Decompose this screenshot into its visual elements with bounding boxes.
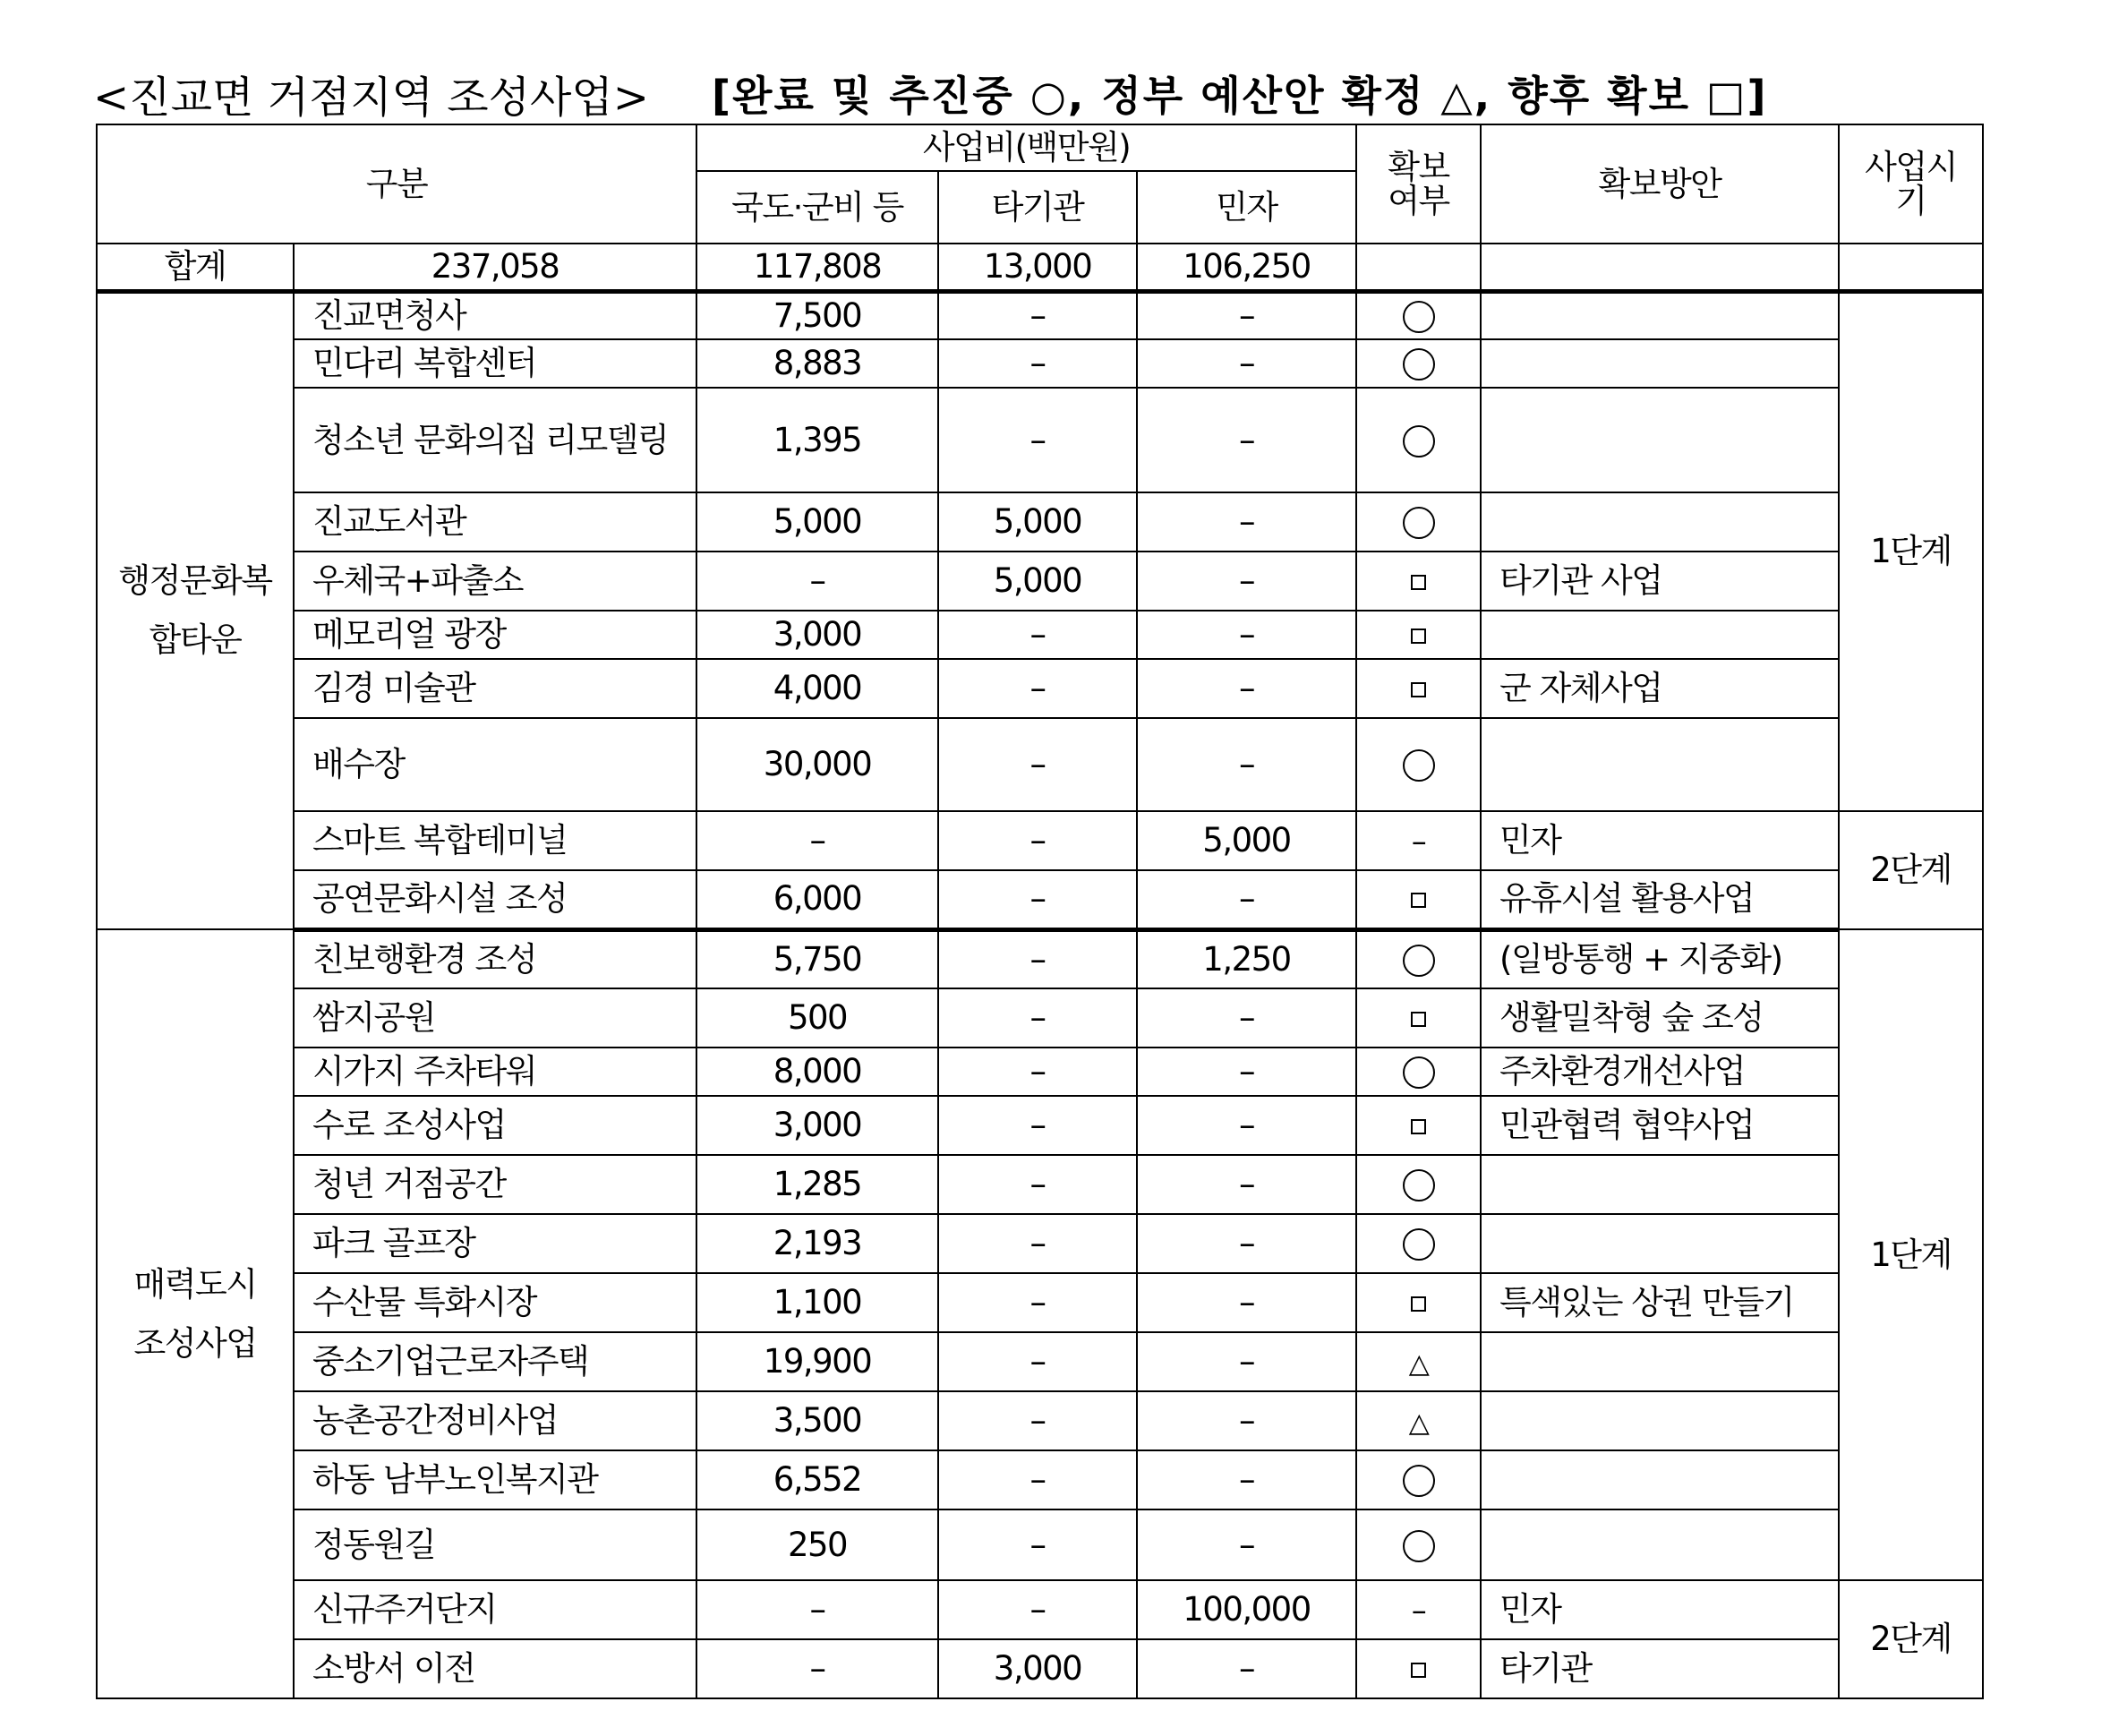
project-name: 하동 남부노인복지관 [294,1450,696,1509]
phase-label: 1단계 [1839,929,1983,1580]
circle-icon [1403,1530,1435,1562]
funding-method: 군 자체사업 [1481,659,1839,718]
other-agency-amount: – [938,1096,1137,1155]
project-name: 소방서 이전 [294,1639,696,1698]
other-agency-amount: – [938,388,1137,492]
funding-method [1481,1332,1839,1391]
private-amount: – [1137,1639,1356,1698]
project-name: 신규주거단지 [294,1580,696,1639]
other-agency-amount: 5,000 [938,492,1137,552]
table-row [97,1214,1983,1273]
other-agency-amount: – [938,1048,1137,1096]
national-amount: – [696,552,938,611]
secured-status [1356,870,1481,929]
private-amount: – [1137,1391,1356,1450]
other-agency-amount: – [938,659,1137,718]
funding-method [1481,1155,1839,1214]
total-other-agency: 13,000 [938,244,1137,291]
status-legend: [완료 및 추진중 ○, 정부 예산안 확정 △, 향후 확보 □] [712,72,1768,120]
total-method [1481,244,1839,291]
private-amount: – [1137,1096,1356,1155]
phase-label: 1단계 [1839,291,1983,811]
other-agency-amount: – [938,1273,1137,1332]
national-amount: 8,883 [696,339,938,388]
other-agency-amount: – [938,811,1137,870]
header-other-agency: 타기관 [938,171,1137,244]
header-national: 국도·군비 등 [696,171,938,244]
circle-icon [1403,348,1435,381]
circle-icon [1403,749,1435,782]
secured-status [1356,1332,1481,1391]
project-name: 수로 조성사업 [294,1096,696,1155]
project-name: 메모리얼 광장 [294,611,696,659]
table-row [97,1155,1983,1214]
project-name: 배수장 [294,718,696,811]
project-name: 중소기업근로자주택 [294,1332,696,1391]
funding-method [1481,718,1839,811]
project-name: 파크 골프장 [294,1214,696,1273]
national-amount: 8,000 [696,1048,938,1096]
circle-icon [1403,507,1435,539]
page-title: <진교면 거점지역 조성사업> [93,72,650,123]
private-amount: – [1137,492,1356,552]
funding-method [1481,339,1839,388]
project-name: 진교도서관 [294,492,696,552]
private-amount: – [1137,988,1356,1048]
national-amount: 500 [696,988,938,1048]
secured-status [1356,611,1481,659]
dash-icon: – [1411,824,1426,859]
table-row [97,1048,1983,1096]
total-private: 106,250 [1137,244,1356,291]
secured-status [1356,552,1481,611]
secured-status [1356,291,1481,339]
private-amount: – [1137,1332,1356,1391]
national-amount: 6,552 [696,1450,938,1509]
phase-label: 2단계 [1839,811,1983,929]
other-agency-amount: 5,000 [938,552,1137,611]
table-row [97,870,1983,929]
project-table [96,124,1984,1699]
table-row [97,1332,1983,1391]
table-row [97,1096,1983,1155]
funding-method [1481,611,1839,659]
square-icon [1411,575,1426,590]
project-name: 청소년 문화의집 리모델링 [294,388,696,492]
funding-method: 타기관 사업 [1481,552,1839,611]
project-name: 친보행환경 조성 [294,929,696,988]
secured-status [1356,988,1481,1048]
national-amount: – [696,1580,938,1639]
national-amount: 2,193 [696,1214,938,1273]
other-agency-amount: – [938,1391,1137,1450]
project-name: 농촌공간정비사업 [294,1391,696,1450]
other-agency-amount: – [938,718,1137,811]
national-amount: – [696,811,938,870]
national-amount: 30,000 [696,718,938,811]
square-icon [1411,1012,1426,1027]
national-amount: 1,100 [696,1273,938,1332]
national-amount: 6,000 [696,870,938,929]
square-icon [1411,893,1426,908]
other-agency-amount: – [938,870,1137,929]
table-row [97,1391,1983,1450]
secured-status [1356,811,1481,870]
phase-label: 2단계 [1839,1580,1983,1698]
national-amount: 3,500 [696,1391,938,1450]
table-row [97,718,1983,811]
private-amount: – [1137,611,1356,659]
national-amount: – [696,1639,938,1698]
national-amount: 3,000 [696,611,938,659]
triangle-icon: △ [1408,1347,1429,1380]
project-name: 정동원길 [294,1509,696,1580]
project-name: 시가지 주차타워 [294,1048,696,1096]
circle-icon [1403,1465,1435,1497]
national-amount: 1,285 [696,1155,938,1214]
national-amount: 7,500 [696,291,938,339]
other-agency-amount: – [938,339,1137,388]
funding-method [1481,1391,1839,1450]
project-name: 김경 미술관 [294,659,696,718]
funding-method [1481,388,1839,492]
group-label: 매력도시 조성사업 [97,929,294,1698]
funding-method [1481,1214,1839,1273]
funding-method: 타기관 [1481,1639,1839,1698]
private-amount: – [1137,388,1356,492]
funding-method: 유휴시설 활용사업 [1481,870,1839,929]
title-line [93,64,1973,122]
table-row [97,929,1983,988]
triangle-icon: △ [1408,1407,1429,1439]
private-amount: – [1137,659,1356,718]
secured-status [1356,929,1481,988]
table-row [97,492,1983,552]
secured-status [1356,659,1481,718]
total-secured [1356,244,1481,291]
square-icon [1411,629,1426,644]
funding-method [1481,1450,1839,1509]
table-row [97,339,1983,388]
circle-icon [1403,301,1435,333]
table-row [97,988,1983,1048]
circle-icon [1403,1169,1435,1202]
private-amount: – [1137,718,1356,811]
secured-status [1356,718,1481,811]
header-private: 민자 [1137,171,1356,244]
project-name: 공연문화시설 조성 [294,870,696,929]
secured-status [1356,1096,1481,1155]
table-row [97,388,1983,492]
private-amount: 5,000 [1137,811,1356,870]
other-agency-amount: – [938,1450,1137,1509]
other-agency-amount: 3,000 [938,1639,1137,1698]
table-row [97,659,1983,718]
square-icon [1411,682,1426,697]
square-icon [1411,1296,1426,1312]
private-amount: 100,000 [1137,1580,1356,1639]
funding-method [1481,291,1839,339]
table-row [97,1580,1983,1639]
national-amount: 3,000 [696,1096,938,1155]
table-row [97,1450,1983,1509]
header-secured: 확보 여부 [1356,124,1481,244]
secured-status [1356,339,1481,388]
header-timing: 사업시 기 [1839,124,1983,244]
table-row [97,1509,1983,1580]
private-amount: – [1137,1509,1356,1580]
square-icon [1411,1119,1426,1134]
secured-status [1356,1509,1481,1580]
secured-status [1356,1048,1481,1096]
project-name: 청년 거점공간 [294,1155,696,1214]
funding-method: 주차환경개선사업 [1481,1048,1839,1096]
national-amount: 250 [696,1509,938,1580]
private-amount: 1,250 [1137,929,1356,988]
header-method: 확보방안 [1481,124,1839,244]
project-name: 진교면청사 [294,291,696,339]
secured-status [1356,1155,1481,1214]
table-row [97,811,1983,870]
private-amount: – [1137,1450,1356,1509]
funding-method: 민관협력 협약사업 [1481,1096,1839,1155]
other-agency-amount: – [938,988,1137,1048]
project-name: 쌈지공원 [294,988,696,1048]
other-agency-amount: – [938,291,1137,339]
circle-icon [1403,1228,1435,1261]
table-row [97,1639,1983,1698]
circle-icon [1403,425,1435,458]
funding-method: 민자 [1481,1580,1839,1639]
dash-icon: – [1411,1593,1426,1629]
national-amount: 1,395 [696,388,938,492]
table-row [97,552,1983,611]
funding-method [1481,1509,1839,1580]
secured-status [1356,1639,1481,1698]
national-amount: 4,000 [696,659,938,718]
total-amount: 237,058 [294,244,696,291]
header-budget: 사업비(백만원) [696,124,1356,171]
secured-status [1356,1391,1481,1450]
secured-status [1356,1450,1481,1509]
circle-icon [1403,1056,1435,1089]
other-agency-amount: – [938,1155,1137,1214]
private-amount: – [1137,1214,1356,1273]
national-amount: 5,000 [696,492,938,552]
total-timing [1839,244,1983,291]
other-agency-amount: – [938,929,1137,988]
private-amount: – [1137,552,1356,611]
total-label: 합계 [97,244,294,291]
other-agency-amount: – [938,1332,1137,1391]
group-label: 행정문화복 합타운 [97,291,294,929]
table-row [97,611,1983,659]
funding-method [1481,492,1839,552]
other-agency-amount: – [938,1580,1137,1639]
secured-status [1356,1214,1481,1273]
other-agency-amount: – [938,1214,1137,1273]
project-name: 민다리 복합센터 [294,339,696,388]
private-amount: – [1137,870,1356,929]
secured-status [1356,388,1481,492]
private-amount: – [1137,1048,1356,1096]
circle-icon [1403,945,1435,977]
project-name: 스마트 복합테미널 [294,811,696,870]
funding-method: 특색있는 상권 만들기 [1481,1273,1839,1332]
private-amount: – [1137,339,1356,388]
project-name: 우체국+파출소 [294,552,696,611]
header-category: 구분 [97,124,696,244]
secured-status [1356,492,1481,552]
table-row [97,291,1983,339]
other-agency-amount: – [938,1509,1137,1580]
national-amount: 19,900 [696,1332,938,1391]
funding-method: (일방통행 + 지중화) [1481,929,1839,988]
secured-status [1356,1580,1481,1639]
funding-method: 민자 [1481,811,1839,870]
square-icon [1411,1663,1426,1678]
private-amount: – [1137,1155,1356,1214]
funding-method: 생활밀착형 숲 조성 [1481,988,1839,1048]
secured-status [1356,1273,1481,1332]
private-amount: – [1137,1273,1356,1332]
private-amount: – [1137,291,1356,339]
table-row [97,1273,1983,1332]
total-national: 117,808 [696,244,938,291]
national-amount: 5,750 [696,929,938,988]
other-agency-amount: – [938,611,1137,659]
project-name: 수산물 특화시장 [294,1273,696,1332]
